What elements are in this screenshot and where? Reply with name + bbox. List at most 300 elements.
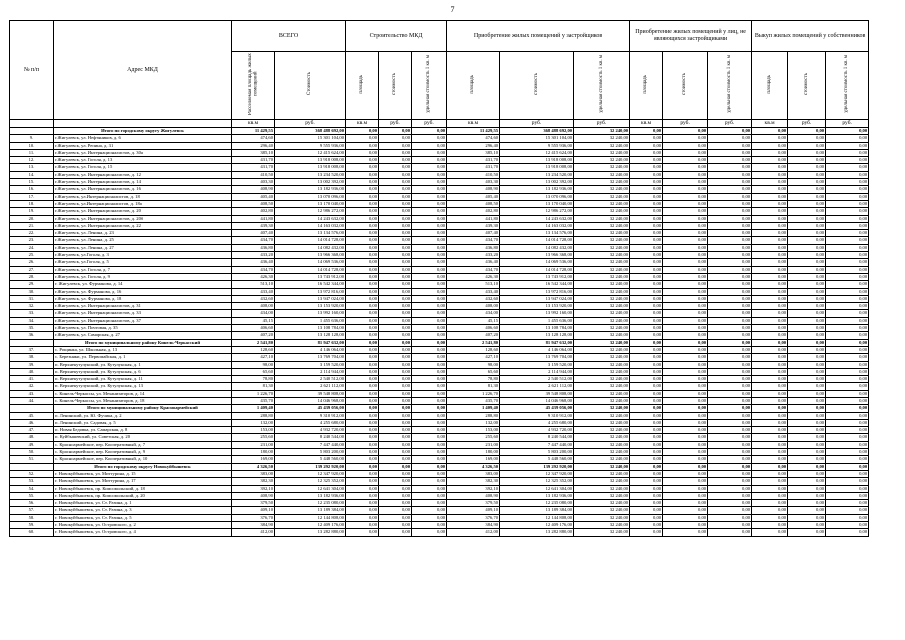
value-cell: 408,50 xyxy=(447,200,500,207)
value-cell: 0,00 xyxy=(346,522,379,529)
value-cell: 128,60 xyxy=(447,346,500,353)
value-cell: 0,00 xyxy=(630,456,663,463)
value-cell: 32 240,00 xyxy=(574,142,630,149)
address-cell: г. Новокуйбышевск, ул. Островского, д. 2 xyxy=(54,522,232,529)
value-cell: 13 918 008,00 xyxy=(275,157,346,164)
value-cell: 0,00 xyxy=(788,434,826,441)
value-cell: 13 947 024,00 xyxy=(500,295,574,302)
address-cell: г.Жигулевск, ул. Гоголя, д. 15 xyxy=(54,164,232,171)
value-cell: 12 986 272,00 xyxy=(500,208,574,215)
address-cell: г.Жигулевск, ул. Интернационалистов, д. 30а xyxy=(54,149,232,156)
value-cell: 32 240,00 xyxy=(574,419,630,426)
value-cell: 15 301 104,00 xyxy=(275,135,346,142)
value-cell: 0,00 xyxy=(379,135,412,142)
value-cell: 0,00 xyxy=(630,200,663,207)
value-cell: 14 082 432,00 xyxy=(275,244,346,251)
value-cell: 8 240 544,00 xyxy=(500,434,574,441)
row-number-cell xyxy=(10,339,54,346)
value-cell: 0,00 xyxy=(379,405,412,412)
table-row xyxy=(10,266,869,273)
row-number-cell: 56. xyxy=(10,500,54,507)
value-cell: 32 240,00 xyxy=(574,288,630,295)
value-cell: 0,00 xyxy=(788,346,826,353)
value-cell: 0,00 xyxy=(663,303,708,310)
value-cell: 412,00 xyxy=(232,529,275,536)
value-cell: 0,00 xyxy=(630,222,663,229)
address-cell: г.Жигулевск, ул. Интернационалистов, д. 14 xyxy=(54,179,232,186)
value-cell: 0,00 xyxy=(346,434,379,441)
value-cell: 78,80 xyxy=(232,376,275,383)
value-cell: 409,10 xyxy=(447,507,500,514)
row-number-cell: 18. xyxy=(10,200,54,207)
value-cell: 0,00 xyxy=(412,354,447,361)
value-cell: 0,00 xyxy=(826,390,869,397)
value-cell: 9 555 936,00 xyxy=(275,142,346,149)
value-cell: 9 310 912,00 xyxy=(500,412,574,419)
value-cell: 81 947 632,00 xyxy=(500,339,574,346)
value-cell: 0,00 xyxy=(346,171,379,178)
value-cell: 32 240,00 xyxy=(574,514,630,521)
value-cell: 0,00 xyxy=(708,456,752,463)
value-cell: 436,80 xyxy=(232,244,275,251)
value-cell: 0,00 xyxy=(708,405,752,412)
address-cell: с. Березняки, ул. Первомайская, д. 1 xyxy=(54,354,232,361)
row-number-cell: 10. xyxy=(10,142,54,149)
value-cell: 0,00 xyxy=(826,135,869,142)
value-cell: 0,00 xyxy=(663,281,708,288)
value-cell: 0,00 xyxy=(379,463,412,470)
address-cell: п. Верхнекутулукский, ул. Кутулукская, д. 1 xyxy=(54,361,232,368)
value-cell: 0,00 xyxy=(346,273,379,280)
value-cell: 376,70 xyxy=(447,514,500,521)
value-cell: 0,00 xyxy=(826,259,869,266)
value-cell: 0,00 xyxy=(708,157,752,164)
row-number-cell xyxy=(10,405,54,412)
value-cell: 14 014 728,00 xyxy=(500,237,574,244)
value-cell: 0,00 xyxy=(412,273,447,280)
value-cell: 3 159 520,00 xyxy=(275,361,346,368)
value-cell: 0,00 xyxy=(788,332,826,339)
address-cell: г.Жигулевск, ул. Интернационалистов, д. 33 xyxy=(54,310,232,317)
subheader-cost: стоимость xyxy=(788,52,826,120)
value-cell: 255,60 xyxy=(447,434,500,441)
value-cell: 0,00 xyxy=(379,514,412,521)
table-row xyxy=(10,456,869,463)
value-cell: 408,90 xyxy=(232,492,275,499)
value-cell: 0,00 xyxy=(379,368,412,375)
value-cell: 0,00 xyxy=(826,412,869,419)
value-cell: 0,00 xyxy=(752,449,788,456)
value-cell: 0,00 xyxy=(752,222,788,229)
value-cell: 0,00 xyxy=(788,230,826,237)
value-cell: 0,00 xyxy=(708,149,752,156)
value-cell: 13 282 880,00 xyxy=(500,529,574,536)
value-cell: 32 240,00 xyxy=(574,273,630,280)
value-cell: 0,00 xyxy=(412,244,447,251)
value-cell: 0,00 xyxy=(708,222,752,229)
value-cell: 0,00 xyxy=(346,470,379,477)
value-cell: 0,00 xyxy=(379,456,412,463)
value-cell: 0,00 xyxy=(708,273,752,280)
value-cell: 0,00 xyxy=(346,441,379,448)
value-cell: 0,00 xyxy=(826,470,869,477)
value-cell: 0,00 xyxy=(752,346,788,353)
value-cell: 32 240,00 xyxy=(574,522,630,529)
value-cell: 0,00 xyxy=(752,295,788,302)
value-cell: 32 240,00 xyxy=(574,427,630,434)
value-cell: 0,00 xyxy=(708,522,752,529)
value-cell: 0,00 xyxy=(826,522,869,529)
address-cell: г.Жигулевск, ул. Интернационалистов, д. 20 xyxy=(54,208,232,215)
table-row xyxy=(10,200,869,207)
value-cell: 0,00 xyxy=(346,128,379,135)
value-cell: 13 182 936,00 xyxy=(275,492,346,499)
value-cell: 45,15 xyxy=(232,317,275,324)
value-cell: 0,00 xyxy=(826,252,869,259)
address-cell: г.Жигулевск, ул. Интернационалистов, д. 16 xyxy=(54,186,232,193)
value-cell: 407,40 xyxy=(232,230,275,237)
value-cell: 0,00 xyxy=(412,507,447,514)
row-number-cell: 21. xyxy=(10,222,54,229)
value-cell: 0,00 xyxy=(826,230,869,237)
value-cell: 0,00 xyxy=(788,507,826,514)
address-cell: г.Жигулевск, ул. Ленина, д. 27 xyxy=(54,244,232,251)
value-cell: 65,60 xyxy=(447,368,500,375)
value-cell: 0,00 xyxy=(630,492,663,499)
housing-resettlement-table xyxy=(9,20,869,537)
value-cell: 2 114 944,00 xyxy=(500,368,574,375)
table-row xyxy=(10,346,869,353)
value-cell: 0,00 xyxy=(630,441,663,448)
value-cell: 13 234 520,00 xyxy=(275,171,346,178)
value-cell: 0,00 xyxy=(630,522,663,529)
value-cell: 410,50 xyxy=(447,171,500,178)
value-cell: 0,00 xyxy=(663,507,708,514)
value-cell: 0,00 xyxy=(826,266,869,273)
value-cell: 0,00 xyxy=(826,441,869,448)
value-cell: 32 240,00 xyxy=(574,259,630,266)
value-cell: 0,00 xyxy=(788,193,826,200)
value-cell: 81 947 632,00 xyxy=(275,339,346,346)
table-row xyxy=(10,397,869,404)
value-cell: 0,00 xyxy=(346,237,379,244)
value-cell: 0,00 xyxy=(379,215,412,222)
subheader-unit-cost: удельная стоимость 1 кв. м xyxy=(574,52,630,120)
value-cell: 0,00 xyxy=(630,390,663,397)
value-cell: 14 082 432,00 xyxy=(500,244,574,251)
value-cell: 0,00 xyxy=(346,281,379,288)
value-cell: 12 144 808,00 xyxy=(500,514,574,521)
value-cell: 402,80 xyxy=(232,208,275,215)
value-cell: 0,00 xyxy=(708,419,752,426)
value-cell: 45,15 xyxy=(447,317,500,324)
row-number-cell: 20. xyxy=(10,215,54,222)
value-cell: 0,00 xyxy=(630,325,663,332)
value-cell: 0,00 xyxy=(788,354,826,361)
value-cell: 1 226,70 xyxy=(447,390,500,397)
value-cell: 0,00 xyxy=(708,230,752,237)
value-cell: 0,00 xyxy=(630,485,663,492)
value-cell: 0,00 xyxy=(788,339,826,346)
value-cell: 296,40 xyxy=(447,142,500,149)
subtotal-row xyxy=(10,405,869,412)
value-cell: 0,00 xyxy=(752,500,788,507)
value-cell: 0,00 xyxy=(412,222,447,229)
value-cell: 0,00 xyxy=(788,310,826,317)
value-cell: 1 455 636,00 xyxy=(500,317,574,324)
value-cell: 0,00 xyxy=(412,237,447,244)
value-cell: 32 240,00 xyxy=(574,244,630,251)
value-cell: 0,00 xyxy=(663,354,708,361)
value-cell: 439,30 xyxy=(447,222,500,229)
table-row xyxy=(10,222,869,229)
unit-cell: руб. xyxy=(788,120,826,128)
value-cell: 0,00 xyxy=(708,463,752,470)
value-cell: 32 240,00 xyxy=(574,193,630,200)
value-cell: 0,00 xyxy=(826,492,869,499)
value-cell: 368 488 692,00 xyxy=(275,128,346,135)
value-cell: 0,00 xyxy=(630,171,663,178)
value-cell: 4 326,50 xyxy=(447,463,500,470)
address-cell: г.Жигулевск, ул.Гоголя, д. 5 xyxy=(54,259,232,266)
value-cell: 382,30 xyxy=(447,478,500,485)
value-cell: 0,00 xyxy=(826,376,869,383)
table-row xyxy=(10,383,869,390)
value-cell: 433,40 xyxy=(447,288,500,295)
value-cell: 0,00 xyxy=(379,383,412,390)
value-cell: 382,30 xyxy=(232,478,275,485)
value-cell: 11 429,55 xyxy=(232,128,275,135)
value-cell: 410,50 xyxy=(232,171,275,178)
value-cell: 0,00 xyxy=(788,266,826,273)
value-cell: 431,70 xyxy=(232,164,275,171)
value-cell: 2 541,80 xyxy=(232,339,275,346)
value-cell: 0,00 xyxy=(788,441,826,448)
row-number-cell: 15. xyxy=(10,179,54,186)
address-cell: п. Ленинский, ул. Ю. Фучика, д. 2 xyxy=(54,412,232,419)
value-cell: 0,00 xyxy=(788,157,826,164)
value-cell: 0,00 xyxy=(379,478,412,485)
value-cell: 0,00 xyxy=(663,376,708,383)
value-cell: 0,00 xyxy=(346,222,379,229)
unit-cell: руб. xyxy=(379,120,412,128)
value-cell: 434,70 xyxy=(232,266,275,273)
table-row xyxy=(10,259,869,266)
value-cell: 384,90 xyxy=(232,522,275,529)
value-cell: 0,00 xyxy=(752,529,788,536)
value-cell: 0,00 xyxy=(412,128,447,135)
value-cell: 0,00 xyxy=(379,252,412,259)
value-cell: 1 226,70 xyxy=(232,390,275,397)
value-cell: 0,00 xyxy=(663,361,708,368)
value-cell: 0,00 xyxy=(379,200,412,207)
value-cell: 296,40 xyxy=(232,142,275,149)
value-cell: 0,00 xyxy=(630,383,663,390)
value-cell: 0,00 xyxy=(412,390,447,397)
value-cell: 0,00 xyxy=(788,252,826,259)
value-cell: 14 163 032,00 xyxy=(500,222,574,229)
row-number-cell: 46. xyxy=(10,419,54,426)
value-cell: 14 069 536,00 xyxy=(500,259,574,266)
value-cell: 0,00 xyxy=(752,310,788,317)
value-cell: 0,00 xyxy=(708,427,752,434)
value-cell: 0,00 xyxy=(412,142,447,149)
value-cell: 0,00 xyxy=(826,383,869,390)
value-cell: 0,00 xyxy=(379,164,412,171)
value-cell: 0,00 xyxy=(663,492,708,499)
address-cell: г. Новокуйбышевск, ул. Островского, д. 4 xyxy=(54,529,232,536)
value-cell: 0,00 xyxy=(663,485,708,492)
address-cell: г. Жигулевск, ул. Фурманова, д. 14 xyxy=(54,281,232,288)
value-cell: 0,00 xyxy=(412,303,447,310)
value-cell: 16 542 344,00 xyxy=(500,281,574,288)
row-number-cell: 38. xyxy=(10,354,54,361)
value-cell: 0,00 xyxy=(346,478,379,485)
value-cell: 434,70 xyxy=(232,237,275,244)
value-cell: 0,00 xyxy=(346,397,379,404)
value-cell: 0,00 xyxy=(630,266,663,273)
value-cell: 14 014 728,00 xyxy=(500,266,574,273)
value-cell: 0,00 xyxy=(708,434,752,441)
row-number-cell: 36. xyxy=(10,332,54,339)
value-cell: 32 240,00 xyxy=(574,295,630,302)
value-cell: 0,00 xyxy=(752,397,788,404)
value-cell: 0,00 xyxy=(752,244,788,251)
address-cell: г.Жигулевск, ул. Репина, д. 31 xyxy=(54,142,232,149)
value-cell: 0,00 xyxy=(630,470,663,477)
value-cell: 0,00 xyxy=(412,149,447,156)
address-cell: г. Новокуйбышевск, ул. Ст. Разина, д. 3 xyxy=(54,507,232,514)
value-cell: 0,00 xyxy=(346,346,379,353)
value-cell: 32 240,00 xyxy=(574,310,630,317)
value-cell: 0,00 xyxy=(826,149,869,156)
value-cell: 0,00 xyxy=(788,149,826,156)
value-cell: 12 641 304,00 xyxy=(275,485,346,492)
group-construction-header: Строительство МКД xyxy=(346,21,447,52)
value-cell: 0,00 xyxy=(826,142,869,149)
table-row xyxy=(10,281,869,288)
value-cell: 0,00 xyxy=(663,390,708,397)
value-cell: 0,00 xyxy=(379,412,412,419)
value-cell: 0,00 xyxy=(412,383,447,390)
unit-cell: руб. xyxy=(708,120,752,128)
value-cell: 0,00 xyxy=(379,529,412,536)
value-cell: 0,00 xyxy=(788,463,826,470)
value-cell: 0,00 xyxy=(826,171,869,178)
row-number-cell: 47. xyxy=(10,427,54,434)
value-cell: 12 235 080,00 xyxy=(275,500,346,507)
value-cell: 32 240,00 xyxy=(574,252,630,259)
table-row xyxy=(10,157,869,164)
table-row xyxy=(10,135,869,142)
value-cell: 32 240,00 xyxy=(574,368,630,375)
row-number-cell: 52. xyxy=(10,470,54,477)
value-cell: 0,00 xyxy=(346,208,379,215)
value-cell: 0,00 xyxy=(752,288,788,295)
value-cell: 32 240,00 xyxy=(574,405,630,412)
value-cell: 0,00 xyxy=(630,332,663,339)
value-cell: 0,00 xyxy=(708,186,752,193)
value-cell: 0,00 xyxy=(663,529,708,536)
value-cell: 0,00 xyxy=(708,339,752,346)
table-row xyxy=(10,376,869,383)
value-cell: 0,00 xyxy=(752,208,788,215)
value-cell: 0,00 xyxy=(663,405,708,412)
value-cell: 0,00 xyxy=(788,390,826,397)
value-cell: 0,00 xyxy=(663,230,708,237)
value-cell: 0,00 xyxy=(346,295,379,302)
value-cell: 13 128 128,00 xyxy=(275,332,346,339)
value-cell: 0,00 xyxy=(708,514,752,521)
value-cell: 0,00 xyxy=(630,434,663,441)
value-cell: 13 182 936,00 xyxy=(500,492,574,499)
value-cell: 0,00 xyxy=(663,339,708,346)
value-cell: 32 240,00 xyxy=(574,397,630,404)
value-cell: 0,00 xyxy=(752,383,788,390)
value-cell: 0,00 xyxy=(752,478,788,485)
value-cell: 0,00 xyxy=(752,368,788,375)
value-cell: 4 932 720,00 xyxy=(500,427,574,434)
value-cell: 436,80 xyxy=(447,244,500,251)
value-cell: 0,00 xyxy=(630,529,663,536)
unit-cell: кв.м xyxy=(232,120,275,128)
row-number-cell: 43. xyxy=(10,390,54,397)
value-cell: 0,00 xyxy=(412,361,447,368)
value-cell: 0,00 xyxy=(826,295,869,302)
value-cell: 0,00 xyxy=(826,164,869,171)
address-cell: г.Жигулевск, ул.Интернационалистов, д. 18 xyxy=(54,193,232,200)
value-cell: 12 986 272,00 xyxy=(275,208,346,215)
address-cell: Итого по муниципальному району Кинель-Черкасский xyxy=(54,339,232,346)
address-cell: г. Новокуйбышевск, ул. Ст. Разина, д. 5 xyxy=(54,514,232,521)
row-number-cell: 26. xyxy=(10,259,54,266)
value-cell: 14 069 536,00 xyxy=(275,259,346,266)
table-row xyxy=(10,186,869,193)
address-cell: г.Жигулевск, ул.Интернационалистов, д. 18а xyxy=(54,200,232,207)
value-cell: 0,00 xyxy=(788,405,826,412)
value-cell: 0,00 xyxy=(663,441,708,448)
value-cell: 0,00 xyxy=(630,193,663,200)
row-number-cell: 17. xyxy=(10,193,54,200)
value-cell: 32 240,00 xyxy=(574,179,630,186)
row-number-cell: 29. xyxy=(10,281,54,288)
unit-cell: руб. xyxy=(275,120,346,128)
row-number-cell: 44. xyxy=(10,397,54,404)
value-cell: 0,00 xyxy=(630,507,663,514)
value-cell: 0,00 xyxy=(630,259,663,266)
value-cell: 474,60 xyxy=(447,135,500,142)
value-cell: 0,00 xyxy=(346,186,379,193)
value-cell: 0,00 xyxy=(346,244,379,251)
value-cell: 0,00 xyxy=(346,303,379,310)
row-number-cell: 9. xyxy=(10,135,54,142)
value-cell: 0,00 xyxy=(379,222,412,229)
value-cell: 0,00 xyxy=(663,259,708,266)
row-number-cell: 50. xyxy=(10,449,54,456)
value-cell: 0,00 xyxy=(346,310,379,317)
value-cell: 2 621 112,00 xyxy=(500,383,574,390)
value-cell: 0,00 xyxy=(788,485,826,492)
value-cell: 0,00 xyxy=(752,252,788,259)
value-cell: 0,00 xyxy=(708,295,752,302)
value-cell: 0,00 xyxy=(630,208,663,215)
value-cell: 0,00 xyxy=(788,179,826,186)
value-cell: 0,00 xyxy=(708,470,752,477)
value-cell: 0,00 xyxy=(412,514,447,521)
value-cell: 32 240,00 xyxy=(574,383,630,390)
value-cell: 13 743 912,00 xyxy=(275,273,346,280)
value-cell: 0,00 xyxy=(708,200,752,207)
